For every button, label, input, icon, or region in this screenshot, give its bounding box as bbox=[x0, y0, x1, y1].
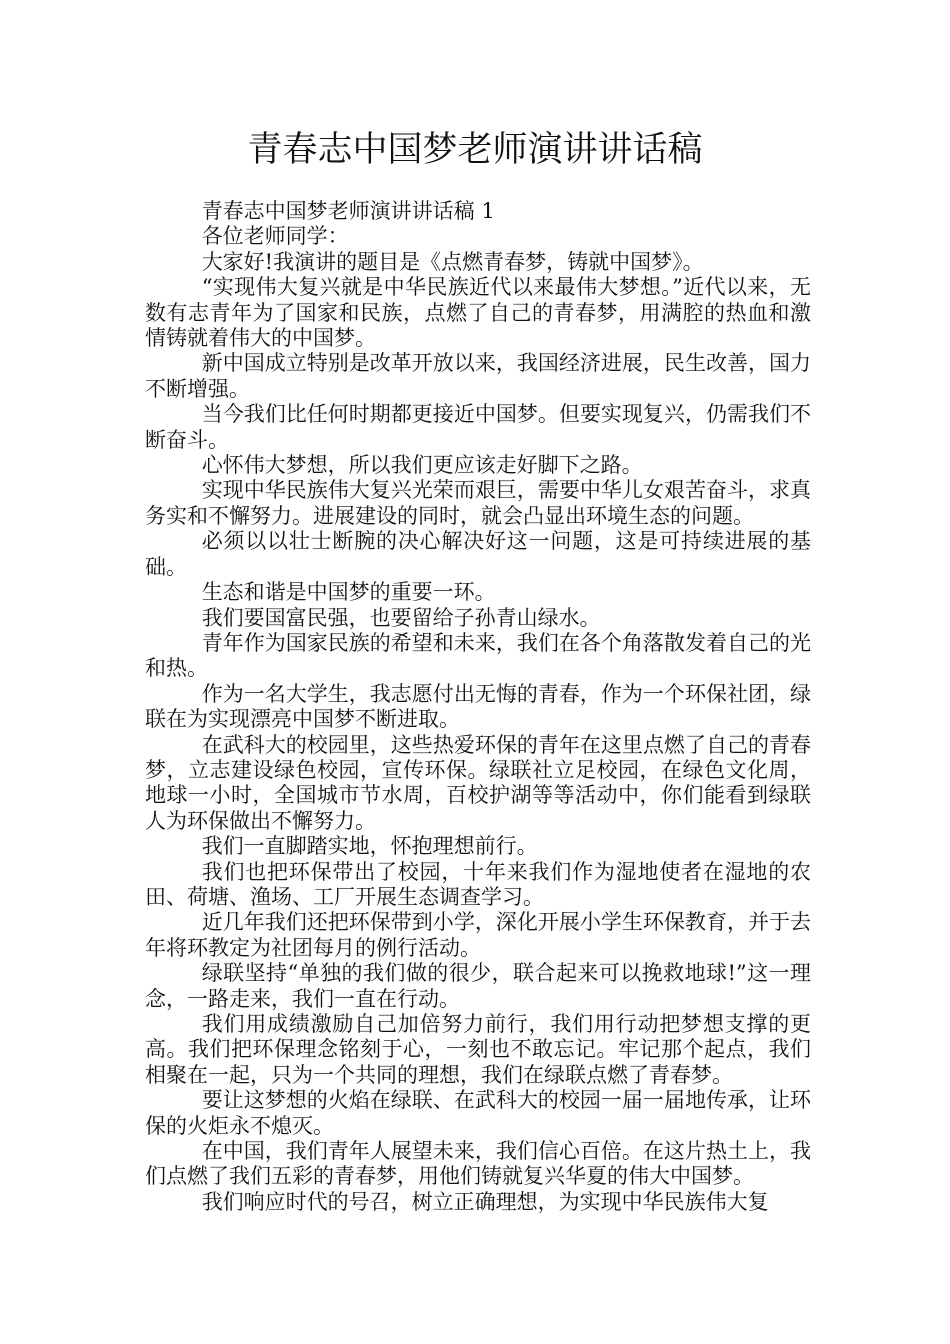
paragraph: 作为一名大学生，我志愿付出无悔的青春，作为一个环保社团，绿联在为实现漂亮中国梦不断进取。 bbox=[145, 681, 811, 732]
paragraph: 我们要国富民强，也要留给子孙青山绿水。 bbox=[201, 605, 601, 630]
paragraph: 大家好!我演讲的题目是《点燃青春梦，铸就中国梦》。 bbox=[201, 249, 704, 274]
paragraph: 绿联坚持“单独的我们做的很少，联合起来可以挽救地球!”这一理念，一路走来，我们一直在行动。 bbox=[145, 961, 811, 1011]
paragraph: 生态和谐是中国梦的重要一环。 bbox=[201, 580, 496, 605]
paragraph: 我们用成绩激励自己加倍努力前行，我们用行动把梦想支撑的更高。我们把环保理念铭刻于心，一刻也不敢忘记。牢记那个起点，我们相聚在一起，只为一个共同的理想，我们在绿联点燃了青春梦。 bbox=[145, 1012, 811, 1087]
paragraph: 各位老师同学： bbox=[201, 224, 349, 249]
paragraph: 近几年我们还把环保带到小学，深化开展小学生环保教育，并于去年将环教定为社团每月的例行活动。 bbox=[145, 910, 811, 960]
paragraph: 新中国成立特别是改革开放以来，我国经济进展，民生改善，国力不断增强。 bbox=[145, 351, 811, 401]
paragraph: 我们响应时代的号召，树立正确理想，为实现中华民族伟大复 bbox=[201, 1189, 769, 1214]
paragraph: 青年作为国家民族的希望和未来，我们在各个角落散发着自己的光和热。 bbox=[145, 630, 811, 681]
paragraph: 当今我们比任何时期都更接近中国梦。但要实现复兴，仍需我们不断奋斗。 bbox=[145, 402, 811, 452]
paragraph: 在中国，我们青年人展望未来，我们信心百倍。在这片热土上，我们点燃了我们五彩的青春梦，用他们铸就复兴华夏的伟大中国梦。 bbox=[145, 1139, 811, 1189]
paragraph: 在武科大的校园里，这些热爱环保的青年在这里点燃了自己的青春梦，立志建设绿色校园，宣传环保。绿联社立足校园，在绿色文化周，地球一小时，全国城市节水周，百校护湖等等活动中，你们能看到绿联人为环保做出不懈努力。 bbox=[145, 732, 811, 833]
paragraph: 心怀伟大梦想，所以我们更应该走好脚下之路。 bbox=[201, 453, 643, 478]
paragraph: 我们也把环保带出了校园，十年来我们作为湿地使者在湿地的农田、荷塘、渔场、工厂开展生态调查学习。 bbox=[145, 859, 811, 909]
paragraph: 要让这梦想的火焰在绿联、在武科大的校园一届一届地传承，让环保的火炬永不熄灭。 bbox=[145, 1088, 811, 1138]
document-body bbox=[145, 199, 811, 1215]
paragraph: 实现中华民族伟大复兴光荣而艰巨，需要中华儿女艰苦奋斗，求真务实和不懈努力。进展建设的同时，就会凸显出环境生态的问题。 bbox=[145, 478, 811, 528]
paragraph: 青春志中国梦老师演讲讲话稿 1 bbox=[201, 199, 495, 223]
document-title: 青春志中国梦老师演讲讲话稿 bbox=[247, 130, 703, 170]
paragraph: 必须以以壮士断腕的决心解决好这一问题，这是可持续进展的基础。 bbox=[145, 529, 811, 579]
paragraph: 我们一直脚踏实地，怀抱理想前行。 bbox=[201, 834, 538, 859]
paragraph: “实现伟大复兴就是中华民族近代以来最伟大梦想。”近代以来，无数有志青年为了国家和民族，点燃了自己的青春梦，用满腔的热血和激情铸就着伟大的中国梦。 bbox=[145, 275, 811, 351]
